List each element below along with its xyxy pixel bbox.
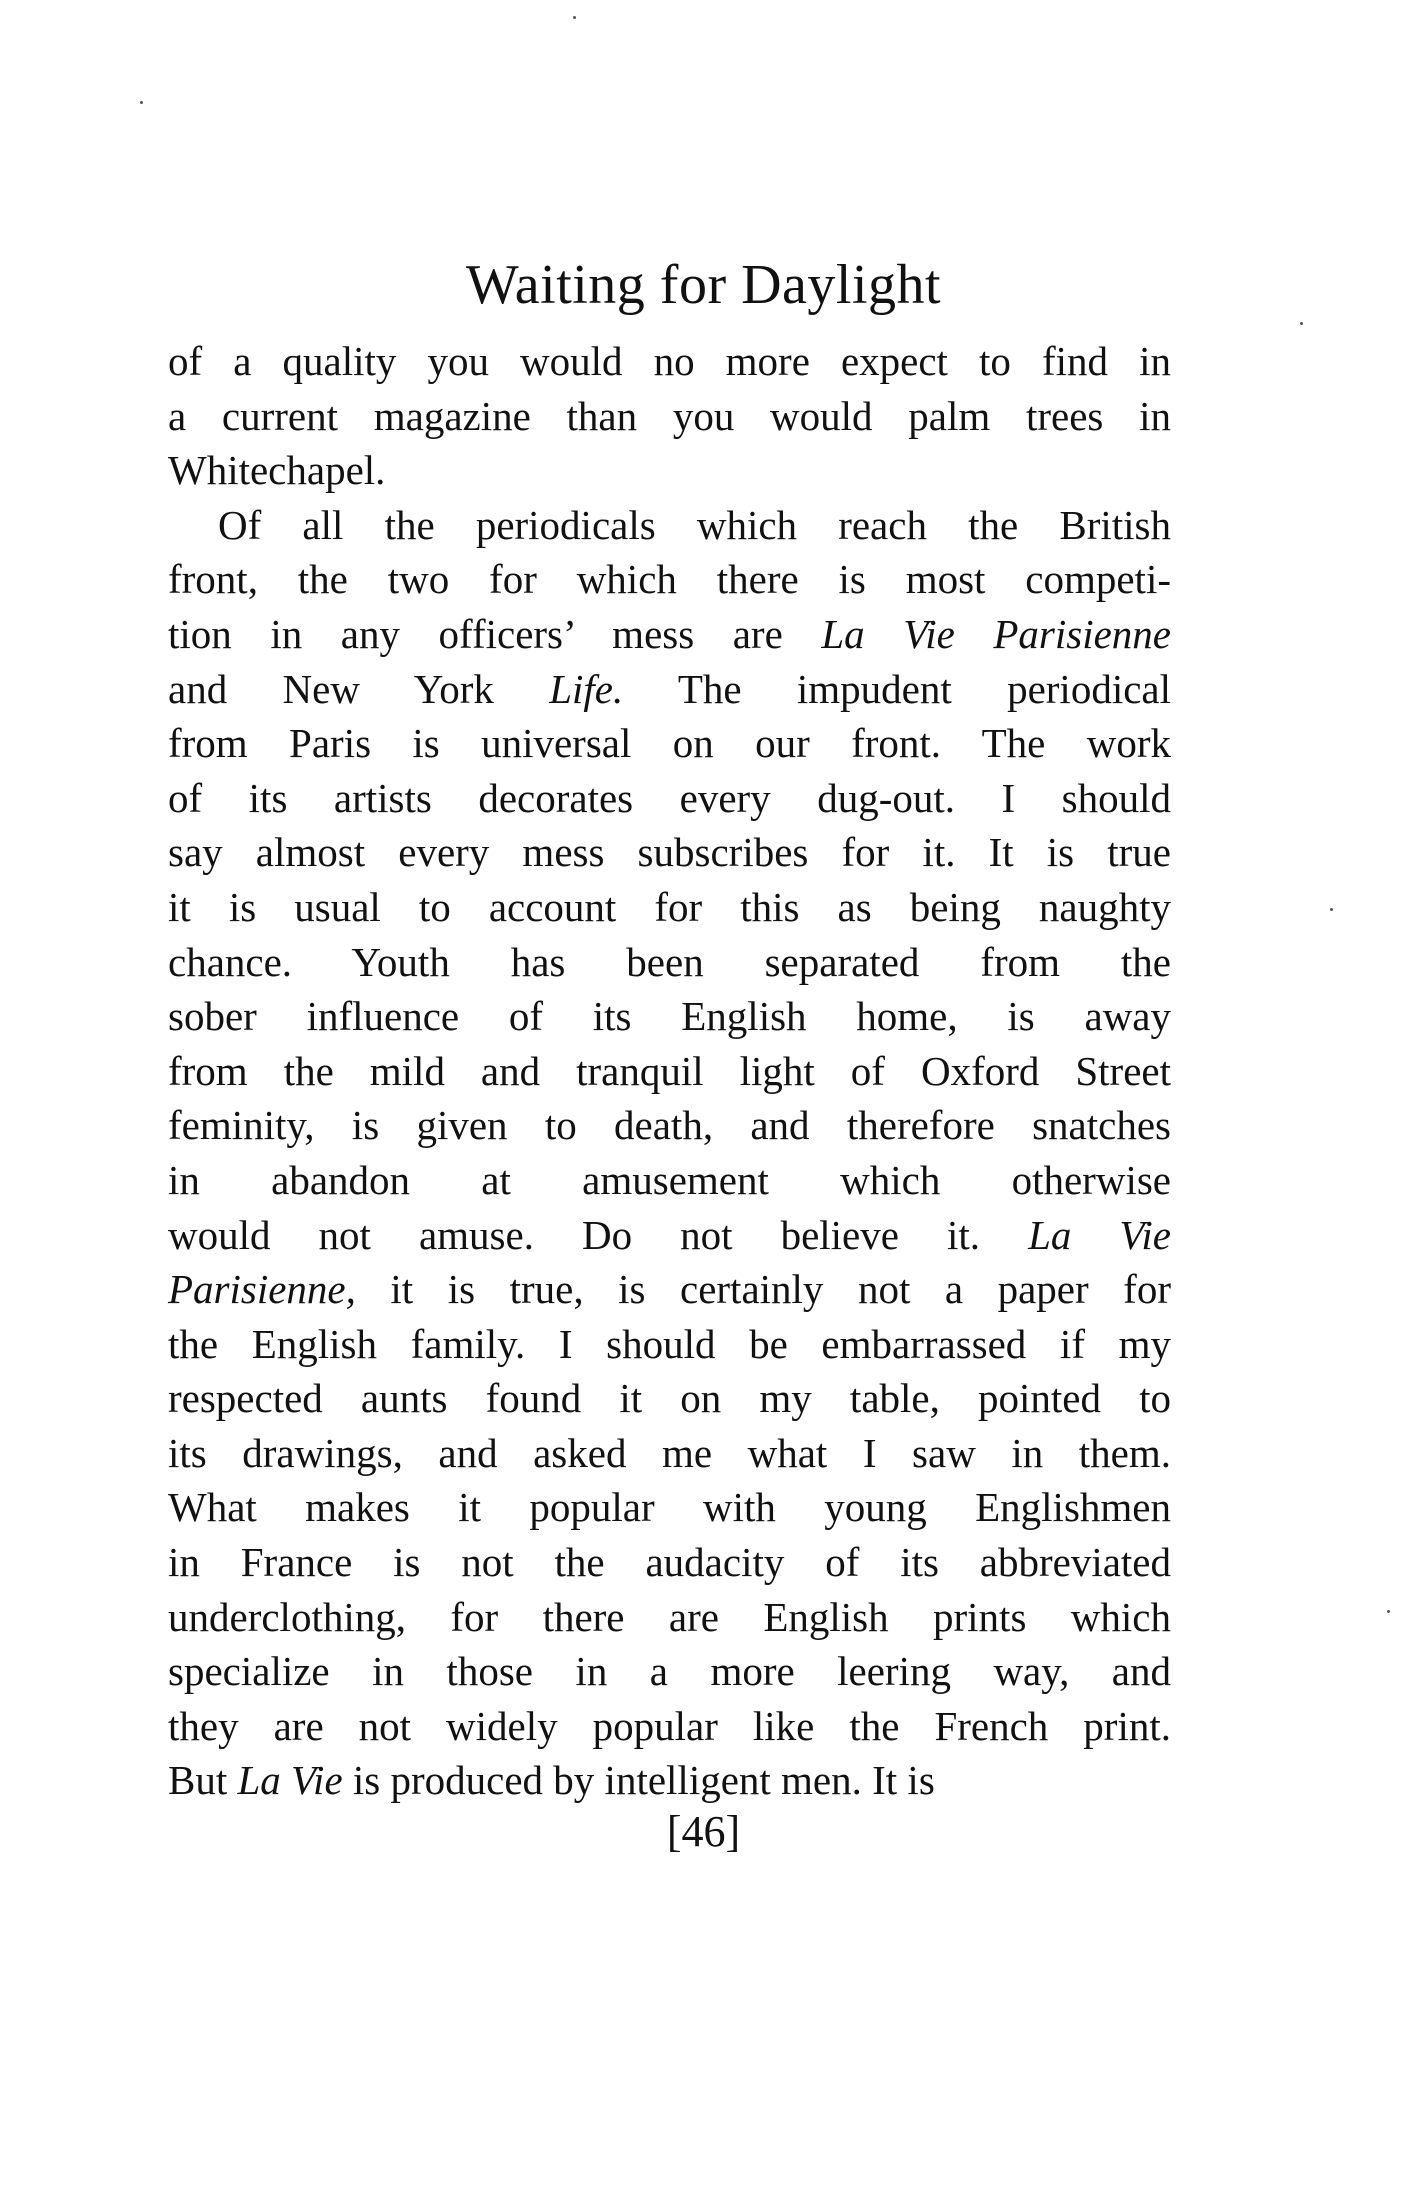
text-run: its drawings, and asked me what I saw in them. <box>168 1429 1171 1476</box>
text-line <box>168 935 1171 990</box>
text-run: chance. Youth has been separated from the <box>168 938 1171 985</box>
text-run: it is true, is certainly not a paper for <box>355 1266 1171 1313</box>
text-run: But <box>168 1757 238 1804</box>
text-run: say almost every mess subscribes for it. It is true <box>168 829 1171 876</box>
text-run: respected aunts found it on my table, pointed to <box>168 1375 1171 1422</box>
text-run: Whitechapel. <box>168 447 386 494</box>
text-line <box>168 607 1171 662</box>
text-run: sober influence of its English home, is away <box>168 993 1171 1040</box>
text-run: in France is not the audacity of its abbreviated <box>168 1539 1171 1586</box>
scan-speck <box>573 16 576 19</box>
text-line <box>168 716 1171 771</box>
text-line <box>168 880 1171 935</box>
text-run: from Paris is universal on our front. The work <box>168 720 1171 767</box>
text-run: feminity, is given to death, and therefore snatches <box>168 1102 1171 1149</box>
italic-text: Parisienne, <box>168 1266 356 1313</box>
text-line <box>168 1426 1171 1481</box>
page-number: [46] <box>666 1807 741 1856</box>
text-line <box>168 1753 1171 1808</box>
text-run: The impudent periodical <box>623 665 1171 712</box>
scan-speck <box>1330 908 1333 911</box>
scan-speck <box>140 101 143 104</box>
text-line <box>168 1317 1171 1372</box>
italic-text: La Vie <box>1028 1211 1171 1258</box>
scan-speck <box>1300 322 1303 325</box>
text-run: it is usual to account for this as being naughty <box>168 883 1171 930</box>
text-run: tion in any officers’ mess are <box>168 610 822 657</box>
text-run: of a quality you would no more expect to find in <box>168 338 1171 384</box>
text-run: underclothing, for there are English prints which <box>168 1593 1171 1640</box>
text-line <box>168 1262 1171 1317</box>
text-run: What makes it popular with young Englishmen <box>168 1484 1171 1531</box>
text-line <box>168 1644 1171 1699</box>
text-run: specialize in those in a more leering way, and <box>168 1648 1171 1695</box>
text-line <box>168 1098 1171 1153</box>
text-line <box>168 989 1171 1044</box>
text-line <box>168 662 1171 717</box>
text-run: and New York <box>168 665 550 712</box>
text-line <box>168 771 1171 826</box>
text-line <box>168 498 1171 553</box>
body-text <box>168 334 1171 1808</box>
italic-text: Life. <box>549 665 624 712</box>
text-line <box>168 334 1171 389</box>
text-line <box>168 443 1171 498</box>
text-line <box>168 1480 1171 1535</box>
text-run: the English family. I should be embarrassed if my <box>168 1320 1171 1367</box>
text-line <box>168 1208 1171 1263</box>
text-run: would not amuse. Do not believe it. <box>168 1211 1029 1258</box>
text-line <box>168 1371 1171 1426</box>
italic-text: La Vie <box>237 1757 343 1804</box>
text-line <box>168 389 1171 444</box>
scan-speck <box>1387 1610 1390 1613</box>
text-run: is produced by intelligent men. It is <box>342 1757 935 1804</box>
text-run: Of all the periodicals which reach the British <box>218 501 1171 548</box>
text-line <box>168 825 1171 880</box>
text-run: front, the two for which there is most competi- <box>168 556 1171 603</box>
text-line <box>168 1535 1171 1590</box>
text-run: they are not widely popular like the French print. <box>168 1702 1171 1749</box>
text-line <box>168 1699 1171 1754</box>
text-line <box>168 1044 1171 1099</box>
running-head: Waiting for Daylight <box>465 254 942 316</box>
text-run: of its artists decorates every dug-out. I should <box>168 774 1171 821</box>
text-line <box>168 1153 1171 1208</box>
text-run: a current magazine than you would palm trees in <box>168 392 1171 439</box>
text-line <box>168 1590 1171 1645</box>
text-run: from the mild and tranquil light of Oxford Street <box>168 1047 1171 1094</box>
italic-text: La Vie Parisienne <box>821 610 1171 657</box>
text-run: in abandon at amusement which otherwise <box>168 1156 1171 1203</box>
text-line <box>168 552 1171 607</box>
